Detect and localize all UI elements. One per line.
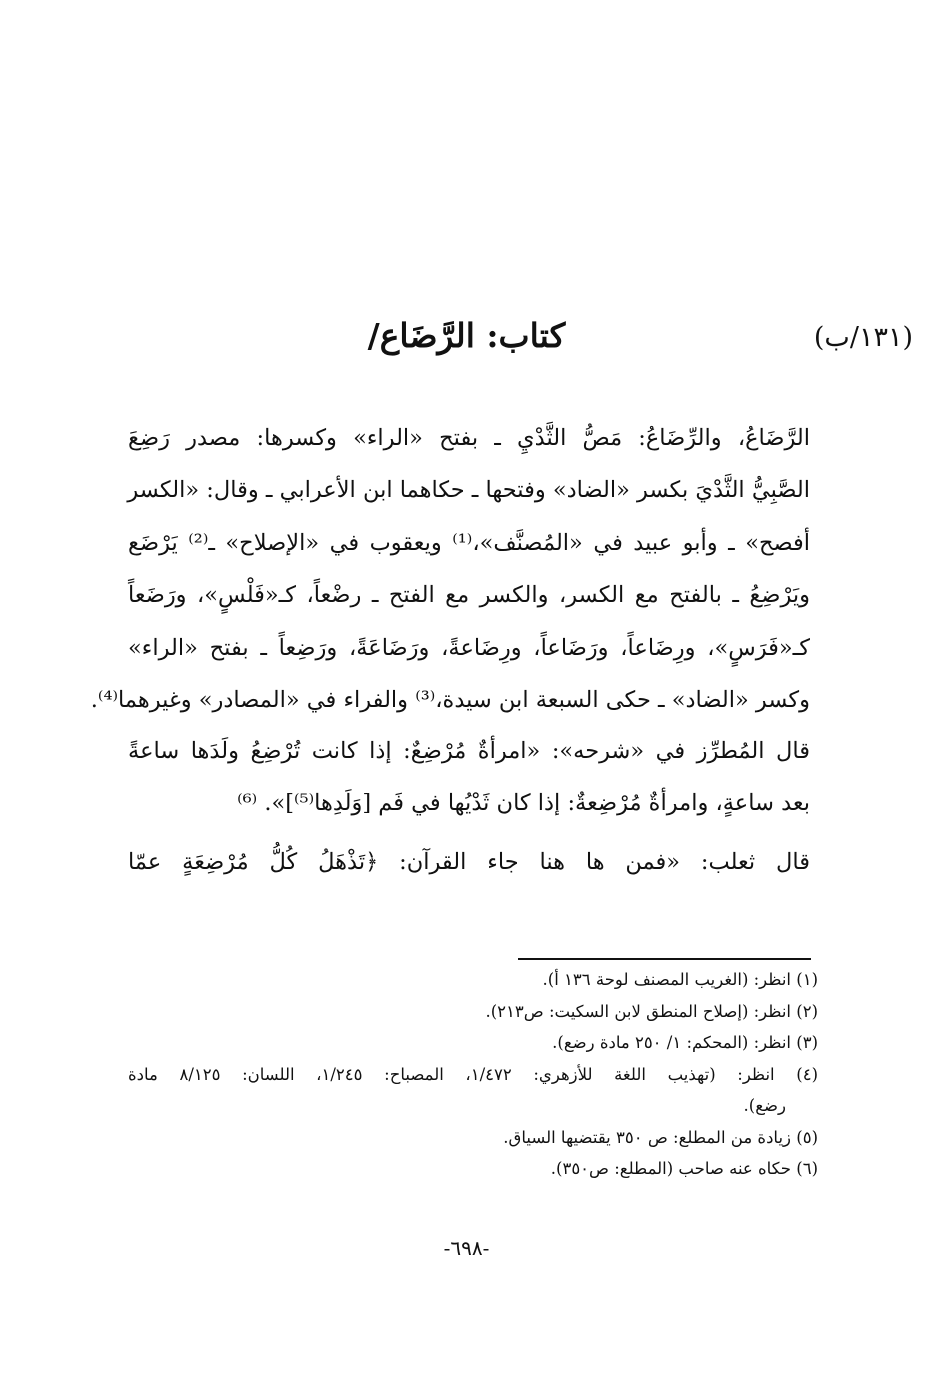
footnotes xyxy=(128,964,818,1185)
paragraph-3 xyxy=(128,836,810,888)
footnote-6: (٦) حكاه عنه صاحب (المطلع: ص٣٥٠). xyxy=(550,1159,818,1178)
footnote-4: (٤) انظر: (تهذيب اللغة للأزهري: ١/٤٧٢، المصباح: ١/٢٤٥، اللسان: ٨/١٢٥ مادة xyxy=(128,1064,818,1084)
footnote-2: (٢) انظر: (إصلاح المنطق لابن السكيت: ص٢١٣). xyxy=(485,1001,818,1021)
footnote-4-continuation: رضع). xyxy=(743,1096,786,1115)
text-line: أفصح» ـ وأبو عبيد في «المُصنَّف»،⁽¹⁾ ويعقوب في «الإصلاح» ـ⁽²⁾ يَرْضَع xyxy=(128,529,810,556)
footnote-1: (١) انظر: (الغريب المصنف لوحة ١٣٦ أ). xyxy=(542,970,818,989)
paragraph-2 xyxy=(128,725,810,830)
page-number: -٦٩٨- xyxy=(443,1236,490,1260)
footnote-separator xyxy=(518,958,811,960)
paragraph-1 xyxy=(90,412,810,726)
text-line: بعد ساعةٍ، وامرأةٌ مُرْضِعةٌ: إذا كان ثَدْيُها في فَم [وَلَدِها⁽⁵⁾]». ⁽⁶⁾ xyxy=(237,790,810,817)
text-line: كـ«فَرَسٍ»، ورِضَاعاً، ورَضَاعاً، ورِضَاعةً، ورَضَاعَةً، ورَضِعاً ـ بفتح «الراء» xyxy=(128,634,810,661)
text-line: قال ثعلب: «فمن ها هنا جاء القرآن: ﴿تَذْهَلُ كُلُّ مُرْضِعَةٍ عمّا xyxy=(128,849,810,875)
footnote-5: (٥) زيادة من المطلع: ص ٣٥٠ يقتضيها السياق. xyxy=(503,1127,818,1147)
folio-reference: (١٣١/ب) xyxy=(813,322,913,353)
text-line: الصَّبِيُّ الثَّدْيَ بكسر «الضاد» وفتحها ـ حكاهما ابن الأعرابي ـ وقال: «الكسر xyxy=(127,477,810,504)
text-line: وكسر «الضاد» ـ حكى السبعة ابن سيدة،⁽³⁾ والفراء في «المصادر» وغيرهما⁽⁴⁾. xyxy=(90,686,810,713)
chapter-title: كتاب: الرَّضَاع/ xyxy=(367,316,566,355)
text-line: ويَرْضِعُ ـ بالفتح مع الكسر، والكسر مع الفتح ـ رضْعاً، كـ«فَلْسٍ»، ورَضَعاً xyxy=(128,582,810,609)
text-line: الرَّضَاعُ، والرِّضَاعُ: مَصُّ الثَّدْيِ ـ بفتح «الراء» وكسرها: مصدر رَضِعَ xyxy=(128,425,810,451)
text-line: قال المُطرِّز في «شرحه»: «امرأةٌ مُرْضِعٌ: إذا كانت تُرْضِعُ ولَدَها ساعةً xyxy=(128,738,810,764)
footnote-3: (٣) انظر: (المحكم: ١/ ٢٥٠ مادة رضع). xyxy=(552,1033,818,1052)
